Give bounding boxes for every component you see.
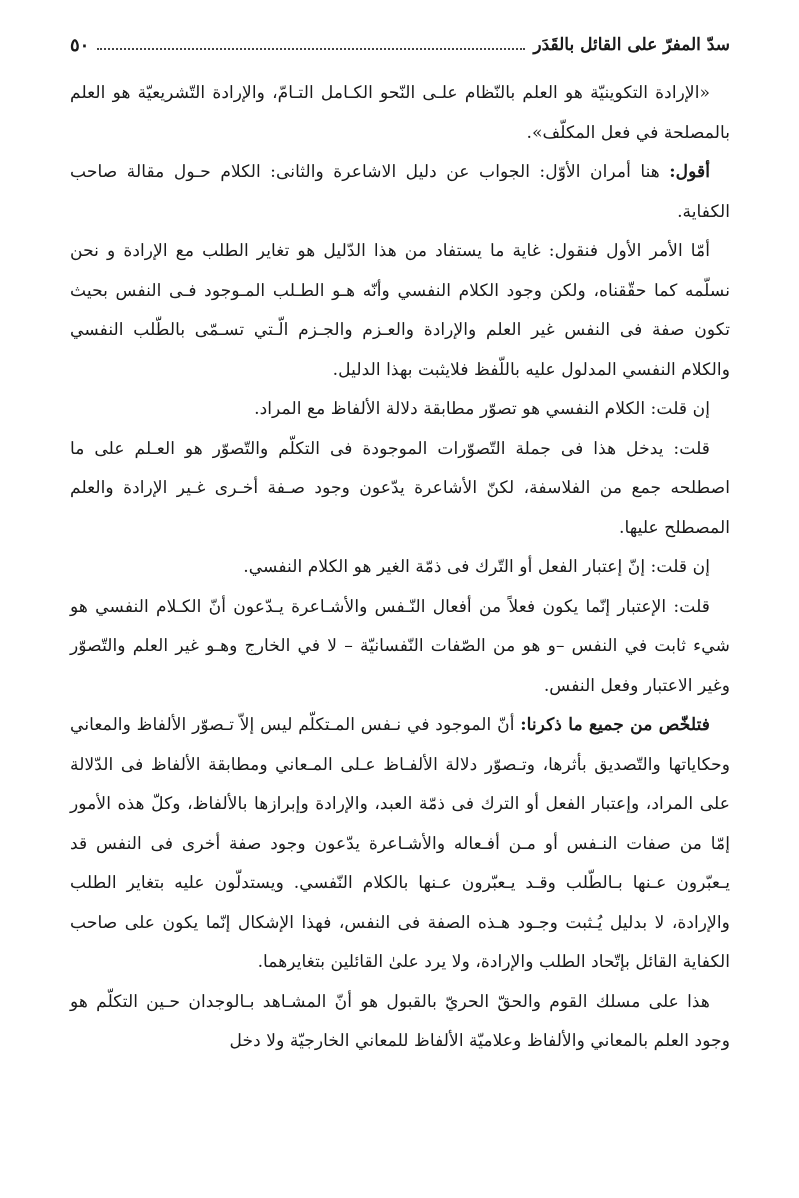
- paragraph-text: قلت: الإعتبار إنّما يكون فعلاً من أفعال النّـفس والأشـاعرة يـدّعون أنّ الكـلام النفسي هو شيء ثابت في النفس –و هو من الصّفات النّفسانيّة – لا في الخارج وهـو غير العلم والتّصوّر وغير الاعتبار وفعل النفس.: [70, 596, 730, 696]
- paragraph-text: قلت: يدخل هذا فى جملة التّصوّرات الموجودة فى التكلّم والتّصوّر هو العـلم على ما اصطلحه جمع من الفلاسفة، لكنّ الأشاعرة يدّعون وجود صـفة أخـرى غـير الإرادة والعلم المصطلح عليها.: [70, 438, 730, 538]
- running-header: [70, 30, 730, 60]
- paragraph-quote: [70, 74, 730, 153]
- paragraph-lead: فتلخّص من جميع ما ذكرنا:: [520, 715, 710, 735]
- paragraph: [70, 232, 730, 390]
- running-title: سدّ المفرّ على القائل بالقَدَر: [533, 35, 730, 55]
- paragraph-text: هنا أمران الأوّل: الجواب عن دليل الاشاعرة والثانى: الكلام حـول مقالة صاحب الكفاية.: [70, 162, 730, 222]
- paragraph-text: إن قلت: إنّ إعتبار الفعل أو التّرك فى ذمّة الغير هو الكلام النفسي.: [243, 557, 710, 577]
- paragraph: [70, 153, 730, 232]
- paragraph-text: «الإرادة التكوينيّة هو العلم بالنّظام علـى النّحو الكـامل التـامّ، والإرادة التّشريعيّة هو العلم بالمصلحة في فعل المكلّف».: [70, 83, 730, 143]
- page-body: [70, 74, 730, 1062]
- paragraph: [70, 390, 730, 430]
- paragraph-text: إن قلت: الكلام النفسي هو تصوّر مطابقة دلالة الألفاظ مع المراد.: [254, 399, 710, 419]
- paragraph-text: أمّا الأمر الأول فنقول: غاية ما يستفاد من هذا الدّليل هو تغاير الطلب مع الإرادة و نحن نسلّمه كما حقّقناه، ولكن وجود الكلام النفسي وأنّه هـو الطـلب المـوجود فـى النفس بحيث تكون صفة فى النفس غير العلم والإرادة والعـزم والجـزم الّـتي تسـمّى بالطّلب النفسي والكلام النفسي المدلول عليه باللّفظ فلايثبت بهذا الدليل.: [70, 241, 730, 380]
- paragraph: [70, 588, 730, 707]
- paragraph: [70, 706, 730, 983]
- paragraph: [70, 430, 730, 549]
- document-page: [70, 30, 730, 1062]
- paragraph: [70, 983, 730, 1062]
- paragraph-lead: أقول:: [669, 162, 710, 182]
- dot-leader: [97, 48, 525, 50]
- paragraph-text: أنّ الموجود في نـفس المـتكلّم ليس إلاّ تـصوّر الألفاظ والمعاني وحكاياتها والتّصديق بأثرها، وتـصوّر دلالة الألفـاظ عـلى المـعاني ومطابقة الألفاظ فى الدّلالة على المراد، وإعتبار الفعل أو الترك فى ذمّة العبد، والإرادة وإبرازها بالألفاظ، وكلّ هذه الأمور إمّا من صفات النـفس أو مـن أفـعاله والأشـاعرة يدّعون وجود صفة أخرى فى النفس قد يـعبّرون عـنها بـالطّلب وقـد يـعبّرون عـنها بالكلام النّفسي. ويستدلّون عليه بتغاير الطلب والإرادة، لا بدليل يُـثبت وجـود هـذه الصفة فى النفس، فهذا الإشكال إنّما يكون على صاحب الكفاية القائل بإتّحاد الطلب والإرادة، ولا يرد علىٰ القائلين بتغايرهما.: [70, 715, 730, 972]
- paragraph-text: هذا على مسلك القوم والحقّ الحريّ بالقبول هو أنّ المشـاهد بـالوجدان حـين التكلّم هو وجود العلم بالمعاني والألفاظ وعلاميّة الألفاظ للمعاني الخارجيّة ولا دخل: [70, 991, 730, 1051]
- page-number: ٥٠: [70, 34, 90, 56]
- paragraph: [70, 548, 730, 588]
